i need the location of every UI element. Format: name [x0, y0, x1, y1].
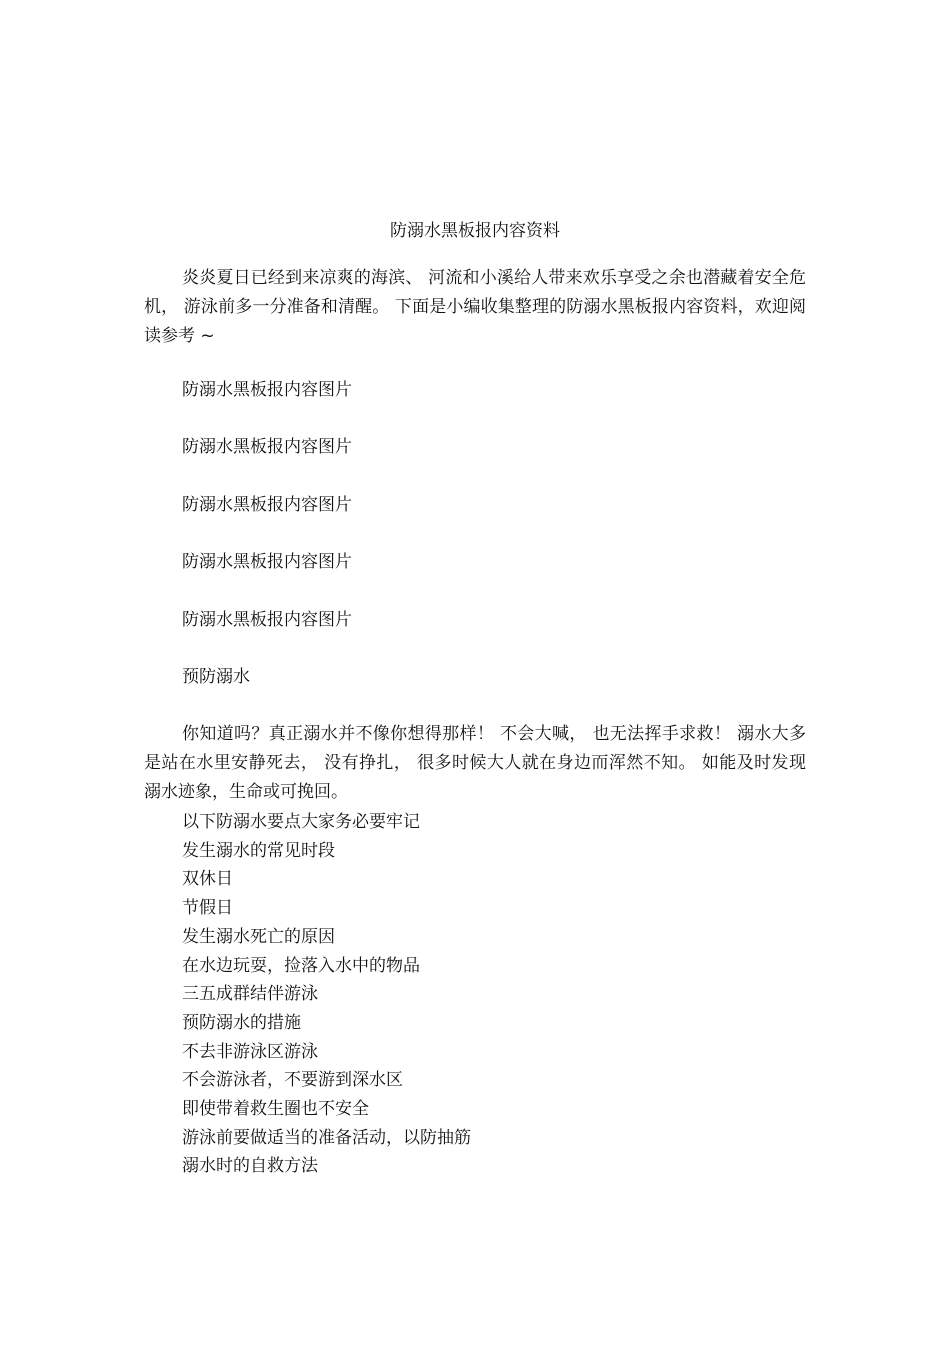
list-item: 不去非游泳区游泳 — [182, 1041, 318, 1062]
list-item: 以下防溺水要点大家务必要牢记 — [182, 812, 420, 832]
image-caption: 防溺水黑板报内容图片 — [182, 437, 352, 457]
image-caption: 防溺水黑板报内容图片 — [182, 380, 352, 400]
body-paragraph: 你知道吗？真正溺水并不像你想得那样！ 不会大喊， 也无法挥手求救！ 溺水大多是站在水里安静死去， 没有挣扎， 很多时候大人就在身边而浑然不知。 如能及时发现溺水迹象，生命或可挽回。 — [144, 724, 806, 802]
document-title: 防溺水黑板报内容资料 — [390, 221, 560, 241]
intro-paragraph: 炎炎夏日已经到来凉爽的海滨、 河流和小溪给人带来欢乐享受之余也潜藏着安全危机， 游泳前多一分准备和清醒。 下面是小编收集整理的防溺水黑板报内容资料，欢迎阅读参考 ~ — [144, 268, 806, 346]
section-heading: 预防溺水 — [182, 667, 250, 687]
image-caption: 防溺水黑板报内容图片 — [182, 610, 352, 630]
list-item: 不会游泳者，不要游到深水区 — [182, 1070, 403, 1091]
list-item: 发生溺水的常见时段 — [182, 840, 335, 861]
list-item: 发生溺水死亡的原因 — [182, 926, 335, 947]
list-item: 节假日 — [182, 898, 233, 919]
list-item: 三五成群结伴游泳 — [182, 984, 318, 1005]
list-item: 游泳前要做适当的准备活动，以防抽筋 — [182, 1127, 471, 1148]
image-caption: 防溺水黑板报内容图片 — [182, 495, 352, 515]
list-item: 预防溺水的措施 — [182, 1012, 301, 1033]
list-item: 即使带着救生圈也不安全 — [182, 1099, 369, 1120]
list-item: 在水边玩耍，捡落入水中的物品 — [182, 955, 420, 976]
list-item: 双休日 — [182, 869, 233, 890]
key-points-list — [182, 808, 471, 1181]
list-item: 溺水时的自救方法 — [182, 1156, 318, 1177]
image-caption: 防溺水黑板报内容图片 — [182, 552, 352, 572]
